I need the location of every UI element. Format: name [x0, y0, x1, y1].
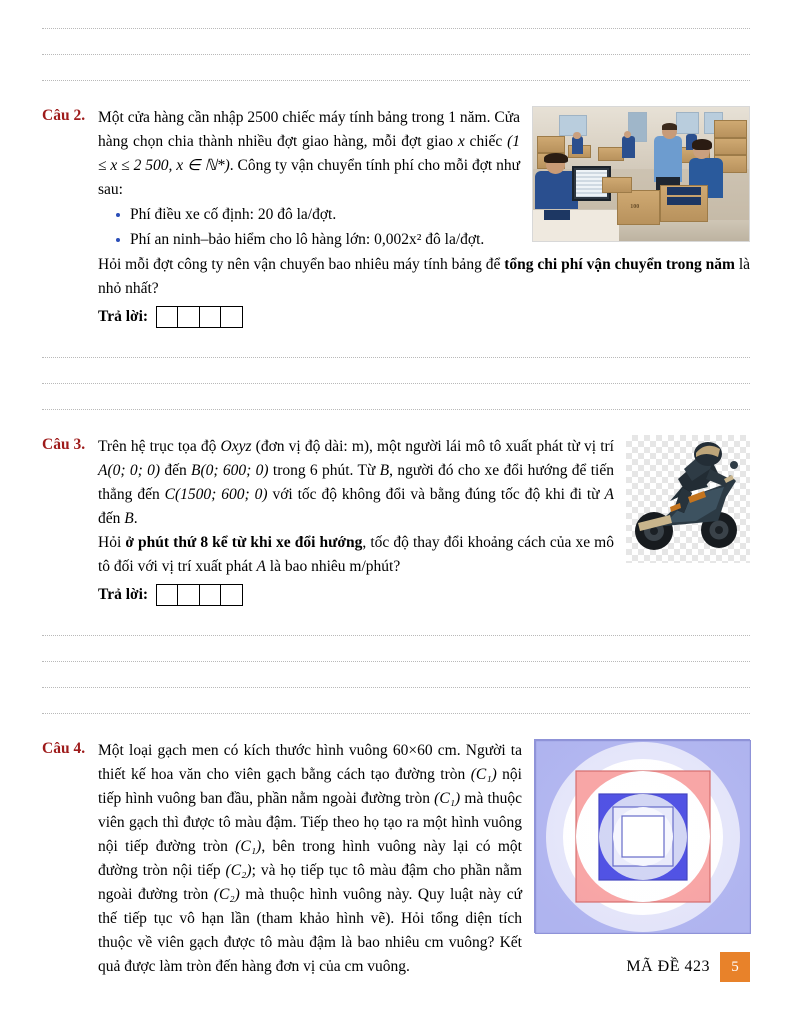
q4-circle-c1-third: (C₁) — [235, 838, 262, 856]
q3-coordinate-system: Oxyz — [220, 438, 252, 456]
dotted-lines-after-q2 — [0, 357, 792, 410]
bullet-2-text: Phí an ninh–bảo hiểm cho lô hàng lớn: 0,002x² đô la/đợt. — [130, 231, 485, 249]
q3-text-f: với tốc độ không đổi và bằng đúng tốc độ khi đi từ — [267, 486, 605, 504]
answer-box[interactable] — [177, 584, 200, 606]
answer-box[interactable] — [156, 306, 179, 328]
dotted-line[interactable] — [42, 357, 750, 358]
question-2-label: Câu 2. — [42, 107, 86, 124]
q3-emphasis: ở phút thứ 8 kể từ khi xe đổi hướng — [125, 534, 363, 552]
q4-text-b: . Người ta thiết kế hoa văn cho viên gạch bằng cách tạo đường tròn — [98, 742, 522, 784]
motorcycle-icon — [626, 435, 750, 563]
q4-text-a: Một loại gạch men có kích thước hình vuông — [98, 742, 393, 760]
question-2-body — [98, 106, 750, 329]
q4-text-c: nội tiếp hình vuông ban đầu, phần nằm ngoài đường tròn — [98, 766, 522, 808]
dotted-line[interactable] — [42, 635, 750, 636]
q3-label-a: A — [604, 486, 614, 504]
question-3-label: Câu 3. — [42, 436, 86, 454]
q3-text-b: (đơn vị độ dài: m), một người lái mô tô xuất phát từ vị trí — [251, 438, 614, 456]
answer-box[interactable] — [177, 306, 200, 328]
q3-text-i: Hỏi — [98, 534, 126, 552]
answer-label: Trả lời: — [98, 586, 149, 604]
warehouse-tablet-packing-photo: 100 — [532, 106, 750, 242]
question-3 — [0, 435, 792, 607]
q2-text-d: Hỏi mỗi đợt công ty nên vận chuyển bao nhiêu máy tính bảng để — [98, 256, 505, 274]
q2-text-a: Một cửa hàng cần nhập 2500 chiếc máy tính bảng trong 1 năm. Cửa hàng chọn chia thành nhiều đợt giao hàng, mỗi đợt giao — [98, 109, 520, 151]
answer-box[interactable] — [199, 306, 222, 328]
q3-label-b: B — [379, 462, 390, 480]
q4-circle-c1-first: (C₁) — [470, 766, 497, 784]
bullet-1-text: Phí điều xe cố định: 20 đô la/đợt. — [130, 206, 337, 224]
question-2-bullet-list — [98, 203, 750, 252]
q2-text-b: chiếc — [464, 133, 508, 151]
page-number-badge: 5 — [720, 952, 750, 982]
dotted-line[interactable] — [42, 713, 750, 714]
q3-text-j: , tốc độ thay đổi khoảng cách của xe mô tô đối với vị trí xuất phát — [98, 534, 614, 576]
bullet-item-2 — [114, 228, 750, 252]
q3-text-k: là bao nhiêu m/phút? — [265, 558, 401, 576]
answer-box[interactable] — [199, 584, 222, 606]
answer-label: Trả lời: — [98, 308, 149, 326]
q3-point-c: C(1500; 600; 0) — [164, 486, 268, 504]
q4-text-f: ; và họ tiếp tục tô màu đậm cho phần nằm ngoài đường tròn — [98, 862, 522, 904]
question-4-label: Câu 4. — [42, 740, 86, 758]
tile-pattern-svg — [535, 740, 751, 934]
q2-text-e: là nhỏ nhất? — [98, 256, 751, 298]
answer-boxes[interactable] — [156, 584, 242, 606]
question-2 — [0, 106, 792, 329]
q3-text-d: trong 6 phút. Từ — [268, 462, 380, 480]
dotted-line[interactable] — [42, 383, 750, 384]
question-3-body — [98, 435, 750, 607]
bullet-item-1 — [114, 203, 750, 227]
dotted-line[interactable] — [42, 28, 750, 29]
q4-text-d: mà thuộc viên gạch thì được tô màu đậm. Tiếp theo họ tạo ra một hình vuông nội tiếp đường tròn — [98, 790, 522, 856]
q3-label-a3: A — [256, 558, 266, 576]
q4-circle-c1-second: (C₁) — [434, 790, 461, 808]
question-2-answer-row — [98, 305, 750, 329]
question-4 — [0, 739, 792, 979]
answer-box[interactable] — [156, 584, 179, 606]
question-3-answer-row — [98, 583, 750, 607]
q4-circle-c2-first: (C₂) — [225, 862, 252, 880]
q2-emphasis: tổng chi phí vận chuyển trong năm — [504, 256, 735, 274]
page-footer — [626, 952, 750, 982]
q3-text-g: đến — [98, 510, 125, 528]
top-dotted-lines — [0, 0, 792, 81]
motorcycle-rider-image — [626, 435, 750, 563]
q3-text-c: đến — [160, 462, 192, 480]
answer-box[interactable] — [220, 306, 243, 328]
question-2-paragraph-2 — [98, 253, 750, 301]
q3-label-b2: B — [124, 510, 134, 528]
dotted-line[interactable] — [42, 409, 750, 410]
q4-text-e: , bên trong hình vuông này lại có một đường tròn nội tiếp — [98, 838, 522, 880]
dotted-line[interactable] — [42, 661, 750, 662]
q3-point-a: A(0; 0; 0) — [98, 462, 161, 480]
nested-squares-circles-tile-figure — [534, 739, 750, 933]
q2-text-c: . Công ty vận chuyển tính phí cho mỗi đợt như sau: — [98, 157, 520, 199]
q3-text-e: , người đó cho xe đổi hướng để tiến thẳng đến — [98, 462, 614, 504]
answer-box[interactable] — [220, 584, 243, 606]
q2-variable-x: x — [457, 133, 465, 151]
dotted-lines-after-q3 — [0, 635, 792, 714]
q2-condition: (1 ≤ x ≤ 2 500, x ∈ ℕ*) — [98, 133, 520, 175]
q4-text-g: mà thuộc hình vuông này. Quy luật này cứ thế tiếp tục vô hạn lần (tham khảo hình vẽ). Hỏi tổng diện tích thuộc về viên gạch được tô màu đậm là bao nhiêu cm vuông? Kết quả được làm tròn đến hàng đơn vị của cm vuông. — [98, 886, 522, 976]
q4-tile-size: 60×60 cm — [392, 742, 457, 760]
dotted-line[interactable] — [42, 687, 750, 688]
dotted-line[interactable] — [42, 54, 750, 55]
q3-text-a: Trên hệ trục tọa độ — [98, 438, 221, 456]
q3-point-b: B(0; 600; 0) — [191, 462, 269, 480]
exam-code-label: MÃ ĐỀ 423 — [626, 958, 710, 975]
dotted-line[interactable] — [42, 80, 750, 81]
question-4-body — [98, 739, 750, 979]
q3-text-h: . — [133, 510, 138, 528]
q4-circle-c2-second: (C₂) — [213, 886, 240, 904]
answer-boxes[interactable] — [156, 306, 242, 328]
